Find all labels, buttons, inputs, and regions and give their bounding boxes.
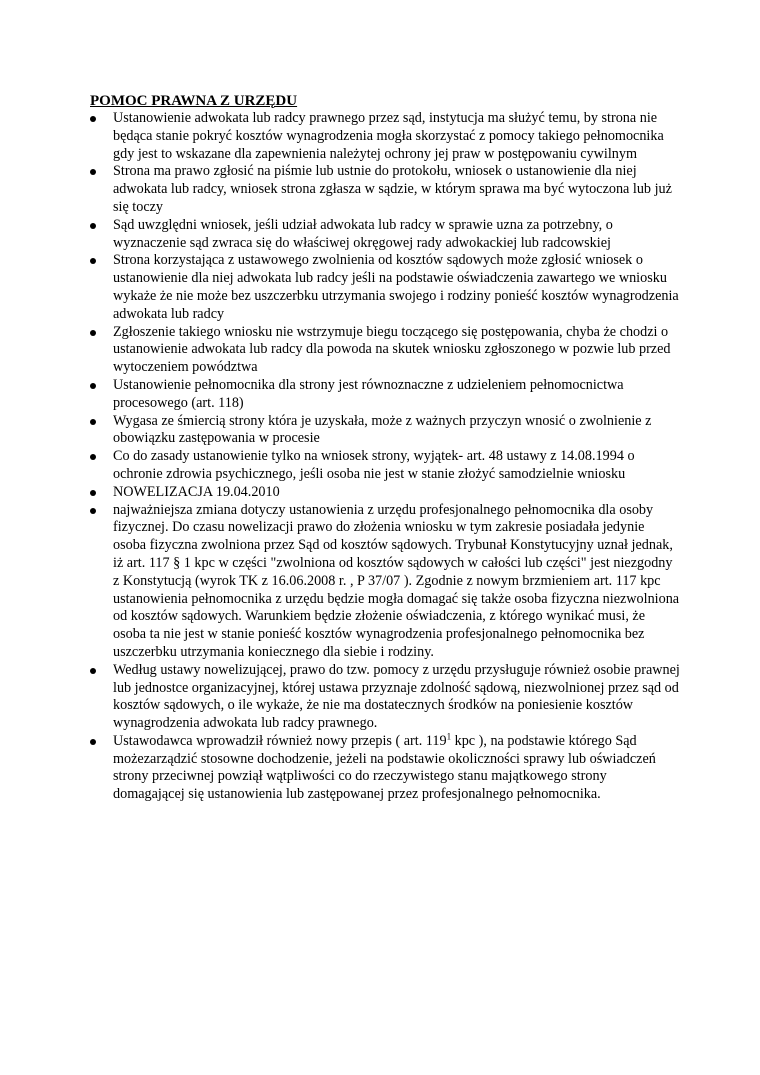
- bullet-icon: [90, 739, 96, 745]
- bullet-icon: [90, 454, 96, 460]
- list-item-text: Ustanowienie adwokata lub radcy prawnego przez sąd, instytucja ma służyć temu, by strona nie będąca stanie pokryć kosztów wynagrodzenia mogła skorzystać z pomocy takiego pełnomocnika gdy jest to wskazane dla zapewnienia należytej ochrony jej praw w postępowaniu cywilnym: [113, 110, 664, 162]
- list-item-text: Sąd uwzględni wniosek, jeśli udział adwokata lub radcy w sprawie uzna za potrzebny, o wyznaczenie sąd zwraca się do właściwej okręgowej rady adwokackiej lub radcowskiej: [113, 216, 613, 251]
- bullet-icon: [90, 508, 96, 514]
- list-item-text: najważniejsza zmiana dotyczy ustanowienia z urzędu profesjonalnego pełnomocnika dla osoby fizycznej. Do czasu nowelizacji prawo do złożenia wniosku w tym zakresie posiadała jedynie osoba fizyczna zwolniona przez Sąd od kosztów sądowych. Trybunał Konstytucyjny uznał jednak, iż art. 117 § 1 kpc w części "zwolniona od kosztów sądowych w całości lub części" jest niezgodny z Konstytucją (wyrok TK z 16.06.2008 r. , P 37/07 ). Zgodnie z nowym brzmieniem art. 117 kpc ustanowienia pełnomocnika z urzędu będzie mogła domagać się także osoba fizyczna niezwolniona od kosztów sądowych. Warunkiem będzie złożenie oświadczenia, z którego wynikać musi, że osoba ta nie jest w stanie ponieść kosztów wynagrodzenia profesjonalnego pełnomocnika bez uszczerbku utrzymania koniecznego dla siebie i rodziny.: [113, 501, 680, 660]
- list-item: [90, 377, 680, 413]
- list-item: [90, 662, 680, 733]
- list-item: [90, 324, 680, 377]
- list-item: [90, 217, 680, 253]
- bullet-icon: [90, 223, 96, 229]
- list-item: [90, 484, 680, 502]
- list-item-text: Strona ma prawo zgłosić na piśmie lub ustnie do protokołu, wniosek o ustanowienie dla niej adwokata lub radcy, wniosek strona zgłasza w sądzie, w którym sprawa ma być wytoczona lub już się toczy: [113, 163, 672, 215]
- list-item: [90, 448, 680, 484]
- document-content: [90, 92, 680, 804]
- list-item-text: Zgłoszenie takiego wniosku nie wstrzymuje biegu toczącego się postępowania, chyba że chodzi o ustanowienie adwokata lub radcy dla powoda na skutek wniosku zgłoszonego w pozwie lub przed wytoczeniem powództwa: [113, 323, 671, 376]
- list-item: [90, 733, 680, 804]
- list-item: [90, 502, 680, 662]
- bullet-icon: [90, 668, 96, 674]
- bullet-icon: [90, 383, 96, 389]
- bullet-icon: [90, 258, 96, 264]
- bullet-icon: [90, 169, 96, 175]
- list-item-text: NOWELIZACJA 19.04.2010: [113, 483, 280, 500]
- list-item-text: Co do zasady ustanowienie tylko na wniosek strony, wyjątek- art. 48 ustawy z 14.08.1994 o ochronie zdrowia psychicznego, jeśli osoba nie jest w stanie złożyć samodzielnie wniosku: [113, 448, 635, 482]
- document-title: POMOC PRAWNA Z URZĘDU: [90, 93, 298, 109]
- list-item-text-after: kpc ), na podstawie którego Sąd możezarządzić stosowne dochodzenie, jeżeli na podstawie okoliczności sprawy lub oświadczeń strony przeciwnej powziął wątpliwości co do rzeczywistego stanu majątkowego strony domagającej się ustanowienia lub zastępowanej przez profesjonalnego pełnomocnika.: [113, 732, 656, 803]
- list-item: [90, 163, 680, 216]
- bullet-icon: [90, 330, 96, 336]
- list-item: [90, 252, 680, 323]
- bullet-icon: [90, 116, 96, 122]
- list-item: [90, 110, 680, 163]
- list-item-text: Według ustawy nowelizującej, prawo do tzw. pomocy z urzędu przysługuje również osobie prawnej lub jednostce organizacyjnej, której ustawa przyznaje zdolność sądową, niezwolnionej przez sąd od kosztów sądowych, o ile wykaże, że nie ma dostatecznych środków na poniesienie kosztów wynagrodzenia adwokata lub radcy prawnego.: [113, 661, 680, 732]
- superscript: 1: [446, 731, 452, 742]
- bullet-list: [90, 110, 680, 804]
- list-item-text: Ustanowienie pełnomocnika dla strony jest równoznaczne z udzieleniem pełnomocnictwa procesowego (art. 118): [113, 376, 624, 411]
- list-item-text-before: Ustawodawca wprowadził również nowy przepis ( art. 119: [113, 732, 447, 749]
- bullet-icon: [90, 490, 96, 496]
- list-item: [90, 413, 680, 449]
- list-item-text: Strona korzystająca z ustawowego zwolnienia od kosztów sądowych może zgłosić wniosek o ustanowienie dla niej adwokata lub radcy jeśli na podstawie oświadczenia zawartego we wniosku wykaże że nie może bez uszczerbku utrzymania swojego i rodziny ponieść kosztów wynagrodzenia adwokata lub radcy: [113, 252, 679, 322]
- list-item-text: Wygasa ze śmiercią strony która je uzyskała, może z ważnych przyczyn wnosić o zwolnienie z obowiązku zastępowania w procesie: [113, 412, 652, 447]
- bullet-icon: [90, 419, 96, 425]
